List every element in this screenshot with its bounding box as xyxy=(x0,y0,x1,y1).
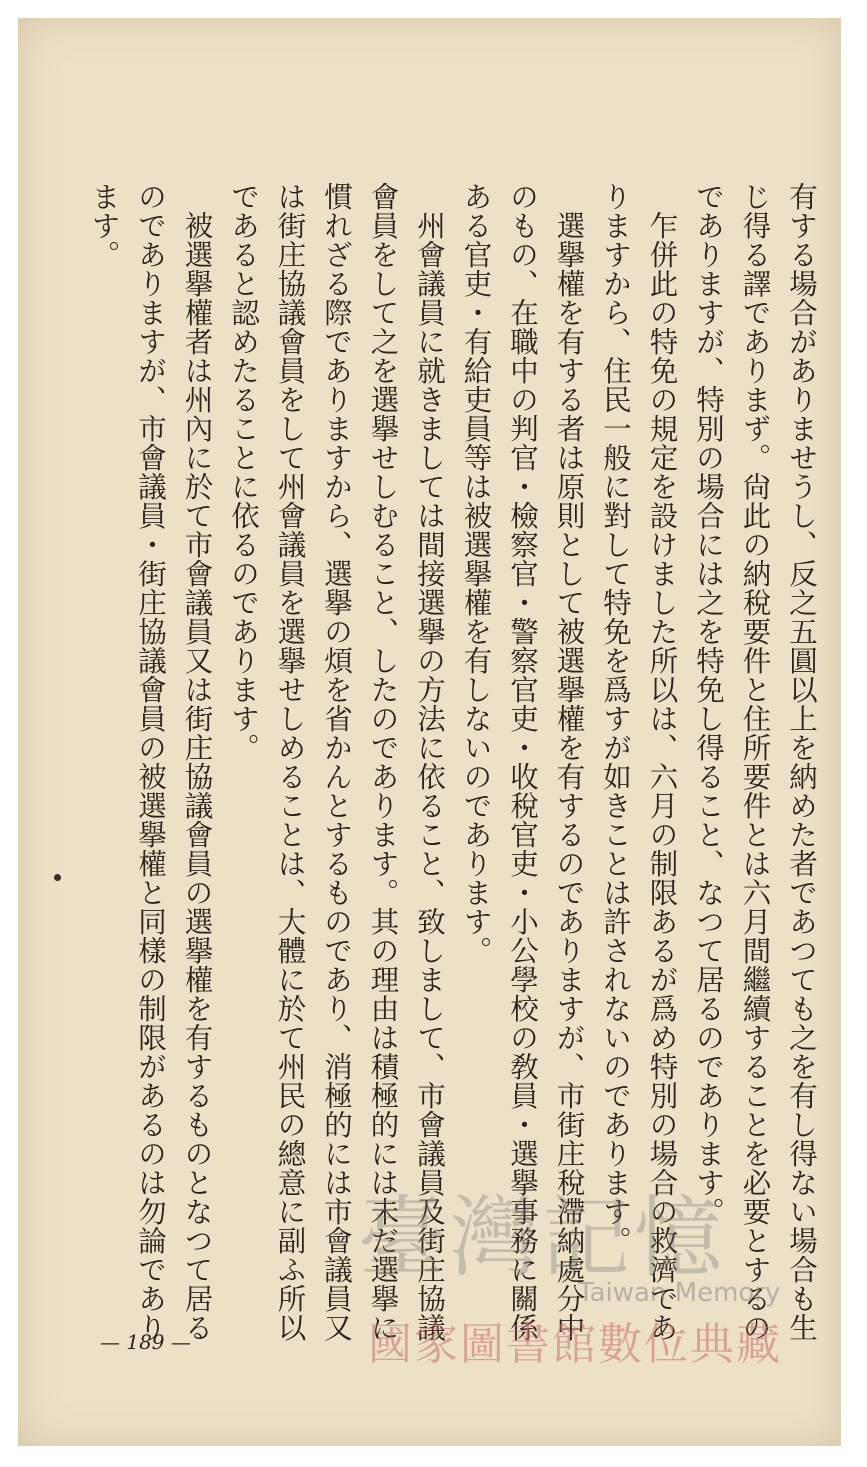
book-page xyxy=(18,18,841,1446)
page-number: — 189 — xyxy=(100,1330,191,1354)
paragraph-5: 被選擧權者は州內に於て市會議員又は街庄協議會員の選擧權を有するものとなつて居るのでありますが、市會議員・街庄協議會員の被選擧權と同樣の制限があるのは勿論であります。 xyxy=(87,182,214,1342)
paragraph-4: 州會議員に就きましては間接選擧の方法に依ること、致しまして、市會議員及街庄協議會員をして之を選擧せしむること、したのであります。其の理由は積極的には未だ選擧に慣れざる際でありますから、選擧の煩を省かんとするものであり、消極的には市會議員又は街庄協議會員をして州會議員を選擧せしめることは、大體に於て州民の總意に副ふ所以であると認めたることに依るのであります。 xyxy=(227,182,446,1342)
paragraph-2: 乍併此の特免の規定を設けました所以は、六月の制限あるが爲め特別の場合の救濟でありますから、住民一般に對して特免を爲すが如きことは許されないのであります。 xyxy=(599,182,679,1342)
watermark-title: 臺灣記憶 xyxy=(358,1186,727,1289)
ink-speck xyxy=(54,874,61,881)
watermark-organization: 國家圖書館數位典藏 xyxy=(368,1319,782,1370)
watermark-subtitle: Taiwan Memory xyxy=(578,1278,781,1308)
paragraph-3: 選擧權を有する者は原則として被選擧權を有するのでありますが、市街庄稅滯納處分中のもの、在職中の判官・檢察官・警察官吏・收稅官吏・小公學校の敎員・選擧事務に關係ある官吏・有給吏員等は被選擧權を有しないのであります。 xyxy=(459,182,586,1342)
paragraph-1: 有する場合がありませうし、反之五圓以上を納めた者であつても之を有し得ない場合も生じ得る譯でありまず。尙此の納稅要件と住所要件とは六月間繼續することを必要とするのでありますが、特別の場合には之を特免し得ること、なつて居るのであります。 xyxy=(692,182,818,1342)
